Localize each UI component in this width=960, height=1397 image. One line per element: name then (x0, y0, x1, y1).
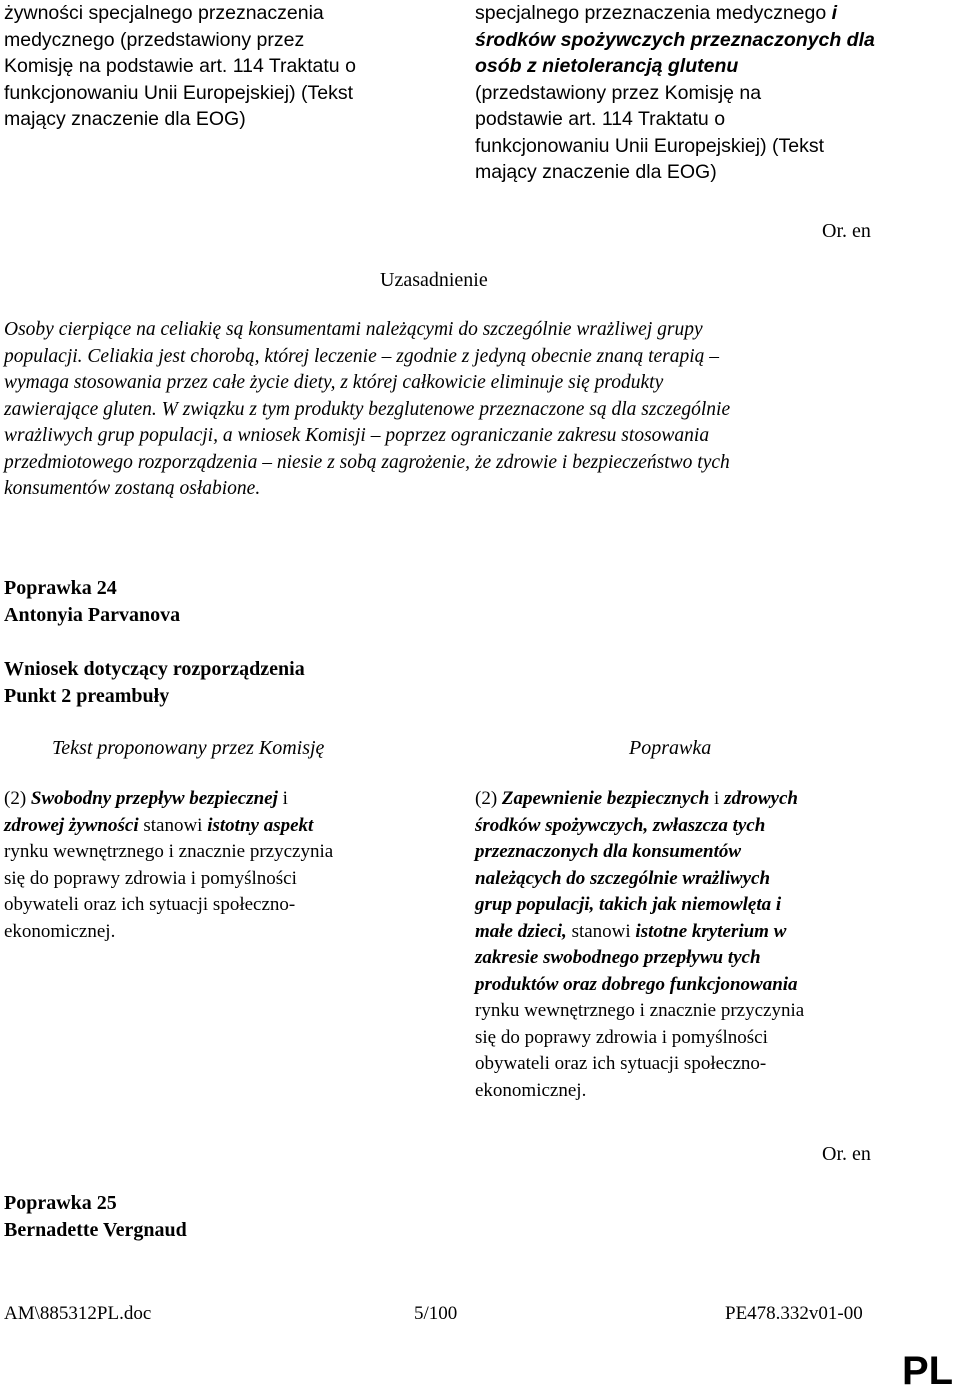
text-line: żywności specjalnego przeznaczenia (4, 2, 324, 24)
text-segment-emphasis: Swobodny przepływ bezpiecznej (30, 788, 278, 809)
text-segment: (2) (475, 788, 502, 809)
text-line-emphasis: grup populacji, takich jak niemowlęta i (475, 894, 782, 915)
text-segment: specjalnego przeznaczenia medycznego (475, 2, 832, 24)
amendment-25-header (4, 1190, 187, 1244)
text-line-emphasis: zakresie swobodnego przepływu tych (475, 947, 761, 968)
original-language-label: Or. en (822, 220, 871, 242)
text-segment-emphasis: zdrowej żywności (4, 814, 139, 836)
text-line: rynku wewnętrznego i znacznie przyczynia (475, 1000, 805, 1021)
text-segment: i (709, 788, 725, 809)
language-mark: PL (902, 1349, 954, 1393)
text-segment: i (277, 788, 288, 809)
text-line-emphasis: osób z nietolerancją glutenu (475, 55, 739, 77)
text-line (4, 813, 333, 840)
commission-text (4, 786, 333, 945)
original-language-label: Or. en (822, 1143, 871, 1165)
text-segment: stanowi (566, 920, 636, 942)
text-line: mający znaczenie dla EOG) (4, 108, 246, 130)
text-line-emphasis: należących do szczególnie wrażliwych (475, 867, 771, 889)
text-line: (przedstawiony przez Komisję na (475, 81, 762, 104)
text-line: podstawie art. 114 Traktatu o (475, 108, 726, 130)
text-line: ekonomicznej. (4, 920, 116, 942)
text-line-emphasis: produktów oraz dobrego funkcjonowania (475, 973, 798, 995)
text-line: mający znaczenie dla EOG) (475, 161, 717, 183)
proposal-point: Punkt 2 preambuły (4, 685, 170, 707)
text-line: się do poprawy zdrowia i pomyślności (4, 867, 297, 889)
text-segment-emphasis: zdrowych (724, 788, 798, 809)
top-left-continuation (4, 0, 356, 133)
text-line: obywateli oraz ich sytuacji społeczno- (475, 1053, 767, 1074)
text-line: zawierające gluten. W związku z tym produkty bezglutenowe przeznaczone są dla szczególnie (4, 398, 731, 420)
text-line: ekonomicznej. (475, 1079, 587, 1101)
column-header-amendment: Poprawka (629, 737, 712, 759)
amendment-text (475, 786, 804, 1104)
text-line (475, 0, 875, 27)
text-line: rynku wewnętrznego i znacznie przyczynia (4, 841, 334, 862)
text-line-emphasis: środków spożywczych, zwłaszcza tych (475, 814, 766, 836)
top-right-continuation (475, 0, 875, 186)
column-header-commission-text: Tekst proponowany przez Komisję (52, 737, 325, 759)
text-line: przedmiotowego rozporządzenia – niesie z sobą zagrożenie, że zdrowie i bezpieczeństwo tych (4, 451, 730, 473)
amendment-number: Poprawka 25 (4, 1192, 117, 1214)
text-line: wymaga stosowania przez całe życie diety, z której całkowicie eliminuje się produkty (4, 372, 664, 393)
amendment-author: Antonyia Parvanova (4, 604, 181, 626)
text-line: konsumentów zostaną osłabione. (4, 478, 261, 499)
text-line: Osoby cierpiące na celiakię są konsumentami należącymi do szczególnie wrażliwej grupy (4, 319, 703, 340)
amendment-24-reference (4, 656, 305, 710)
text-segment: (2) (4, 788, 31, 809)
footer-page-number: 5/100 (414, 1303, 458, 1324)
amendment-24-header (4, 575, 180, 629)
text-line (475, 786, 804, 813)
text-line: populacji. Celiakia jest chorobą, której leczenie – zgodnie z jedyną obecnie znaną terapią – (4, 345, 720, 367)
text-line: funkcjonowaniu Unii Europejskiej) (Tekst (475, 134, 824, 157)
text-line: Komisję na podstawie art. 114 Traktatu o (4, 55, 356, 77)
text-segment-emphasis: i (831, 2, 838, 24)
text-line (4, 786, 333, 813)
amendment-number: Poprawka 24 (4, 577, 117, 599)
text-segment-emphasis: Zapewnienie bezpiecznych (501, 788, 710, 809)
text-segment-emphasis: istotne kryterium w (635, 920, 787, 942)
text-line: funkcjonowaniu Unii Europejskiej) (Tekst (4, 81, 353, 104)
text-line: się do poprawy zdrowia i pomyślności (475, 1026, 768, 1048)
text-line: obywateli oraz ich sytuacji społeczno- (4, 894, 296, 915)
amendment-author: Bernadette Vergnaud (4, 1219, 187, 1241)
text-line: wrażliwych grup populacji, a wniosek Komisji – poprzez ograniczanie zakresu stosowania (4, 425, 710, 446)
proposal-title: Wniosek dotyczący rozporządzenia (4, 658, 305, 680)
text-line (475, 919, 804, 946)
footer-reference: PE478.332v01-00 (725, 1303, 863, 1324)
text-segment: stanowi (138, 814, 208, 836)
text-segment-emphasis: istotny aspekt (207, 814, 314, 836)
text-line: medycznego (przedstawiony przez (4, 28, 305, 51)
justification-text (4, 317, 730, 503)
text-line-emphasis: przeznaczonych dla konsumentów (475, 841, 742, 862)
footer-document-id: AM\885312PL.doc (4, 1303, 152, 1324)
text-segment-emphasis: małe dzieci, (475, 920, 567, 942)
text-line-emphasis: środków spożywczych przeznaczonych dla (475, 28, 875, 51)
justification-title: Uzasadnienie (380, 269, 488, 291)
